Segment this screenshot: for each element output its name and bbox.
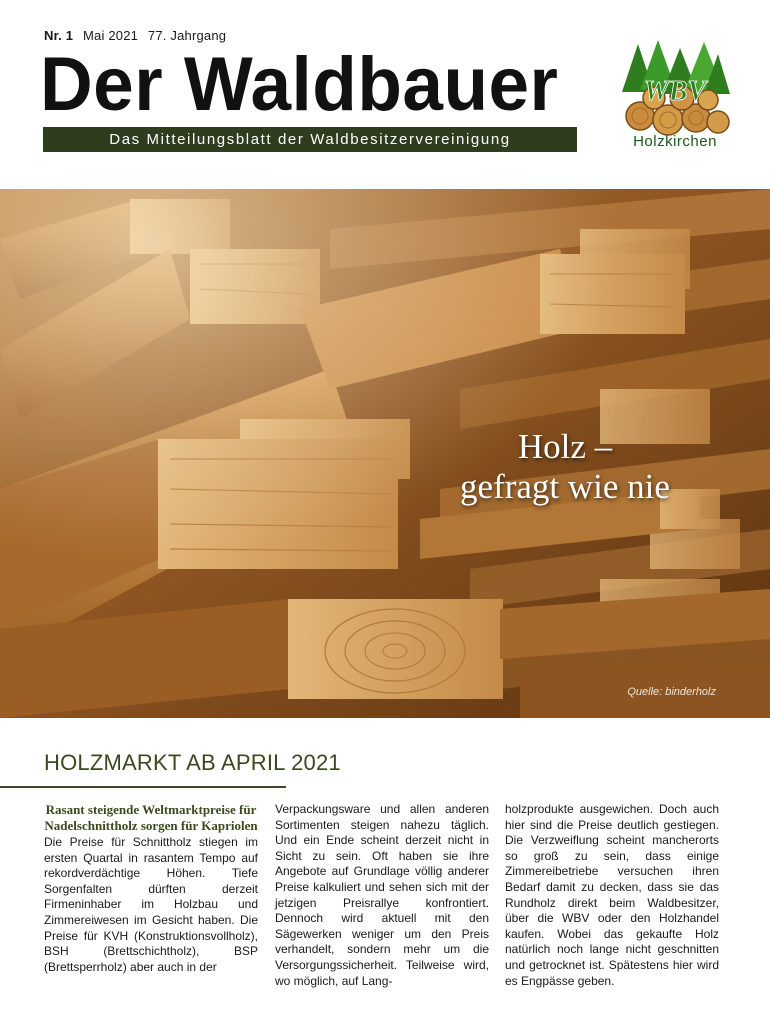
section-heading: HOLZMARKT AB APRIL 2021 [44,750,341,775]
hero-title-line2: gefragt wie nie [460,467,670,506]
article-column-2 [275,802,489,989]
article-text-2: Verpackungsware und allen anderen Sortimenten steigen nahezu täglich. Und ein Ende scheint derzeit nicht in Sicht zu sein. Oft haben sie ihre Angebote auf Grundlage völlig anderer Preise kalkuliert und sehen sich mit der jetzigen Preisrallye konfrontiert. Dennoch wird aktuell mit den Sägewerken weniger um den Preis verhandelt, sondern mehr um die Versorgungssicherheit. Teilweise wird, wo möglich, auf Lang- [275,802,489,988]
article-lead: Rasant steigende Weltmarktpreise für Nadelschnittholz sorgen für Kapriolen [44,802,258,833]
masthead-subtitle: Das Mitteilungsblatt der Waldbesitzervereinigung [43,127,577,152]
logo-caption: Holzkirchen [633,133,717,150]
image-credit: Quelle: binderholz [627,686,716,698]
issue-number: Nr. 1 [44,28,74,43]
article-text-1: Die Preise für Schnittholz stiegen im ersten Quartal in rasantem Tempo auf rekordverdächtige Höhen. Tiefe Sorgenfalten dürften derzeit Firmeninhaber im Holzbau und Zimmereiwesen im Gesicht haben. Die Preise für KVH (Konstruktionsvollholz), BSH (Brettschichtholz), BSP (Brettsperrholz) aber auch in der [44,835,258,974]
issue-volume: 77. Jahrgang [147,28,227,43]
hero-title [400,427,730,507]
wbv-logo-text: WBV [643,76,707,107]
article-column-3 [505,802,719,989]
masthead-title: Der Waldbauer [40,42,559,127]
hero-title-line1: Holz – [517,427,613,466]
article-column-1 [44,802,258,975]
section-divider [0,786,286,788]
wbv-logo [618,40,732,140]
issue-date: Mai 2021 [83,28,139,43]
hero-image [0,189,770,718]
wbv-logo-graphic [618,40,732,140]
article-text-3: holzprodukte ausgewichen. Doch auch hier sind die Preise deutlich gestiegen. Die Verzweiflung scheint mancherorts so groß zu sein, dass einige Zimmereibetriebe versuchen ihren Bedarf damit zu decken, dass sie das Rundholz direkt beim Waldbesitzer, über die WBV oder den Holzhandel kaufen. Wobei das gekaufte Holz natürlich noch lange nicht geschnitten und getrocknet ist. Spätestens hier wird es Engpässe geben. [505,802,719,988]
